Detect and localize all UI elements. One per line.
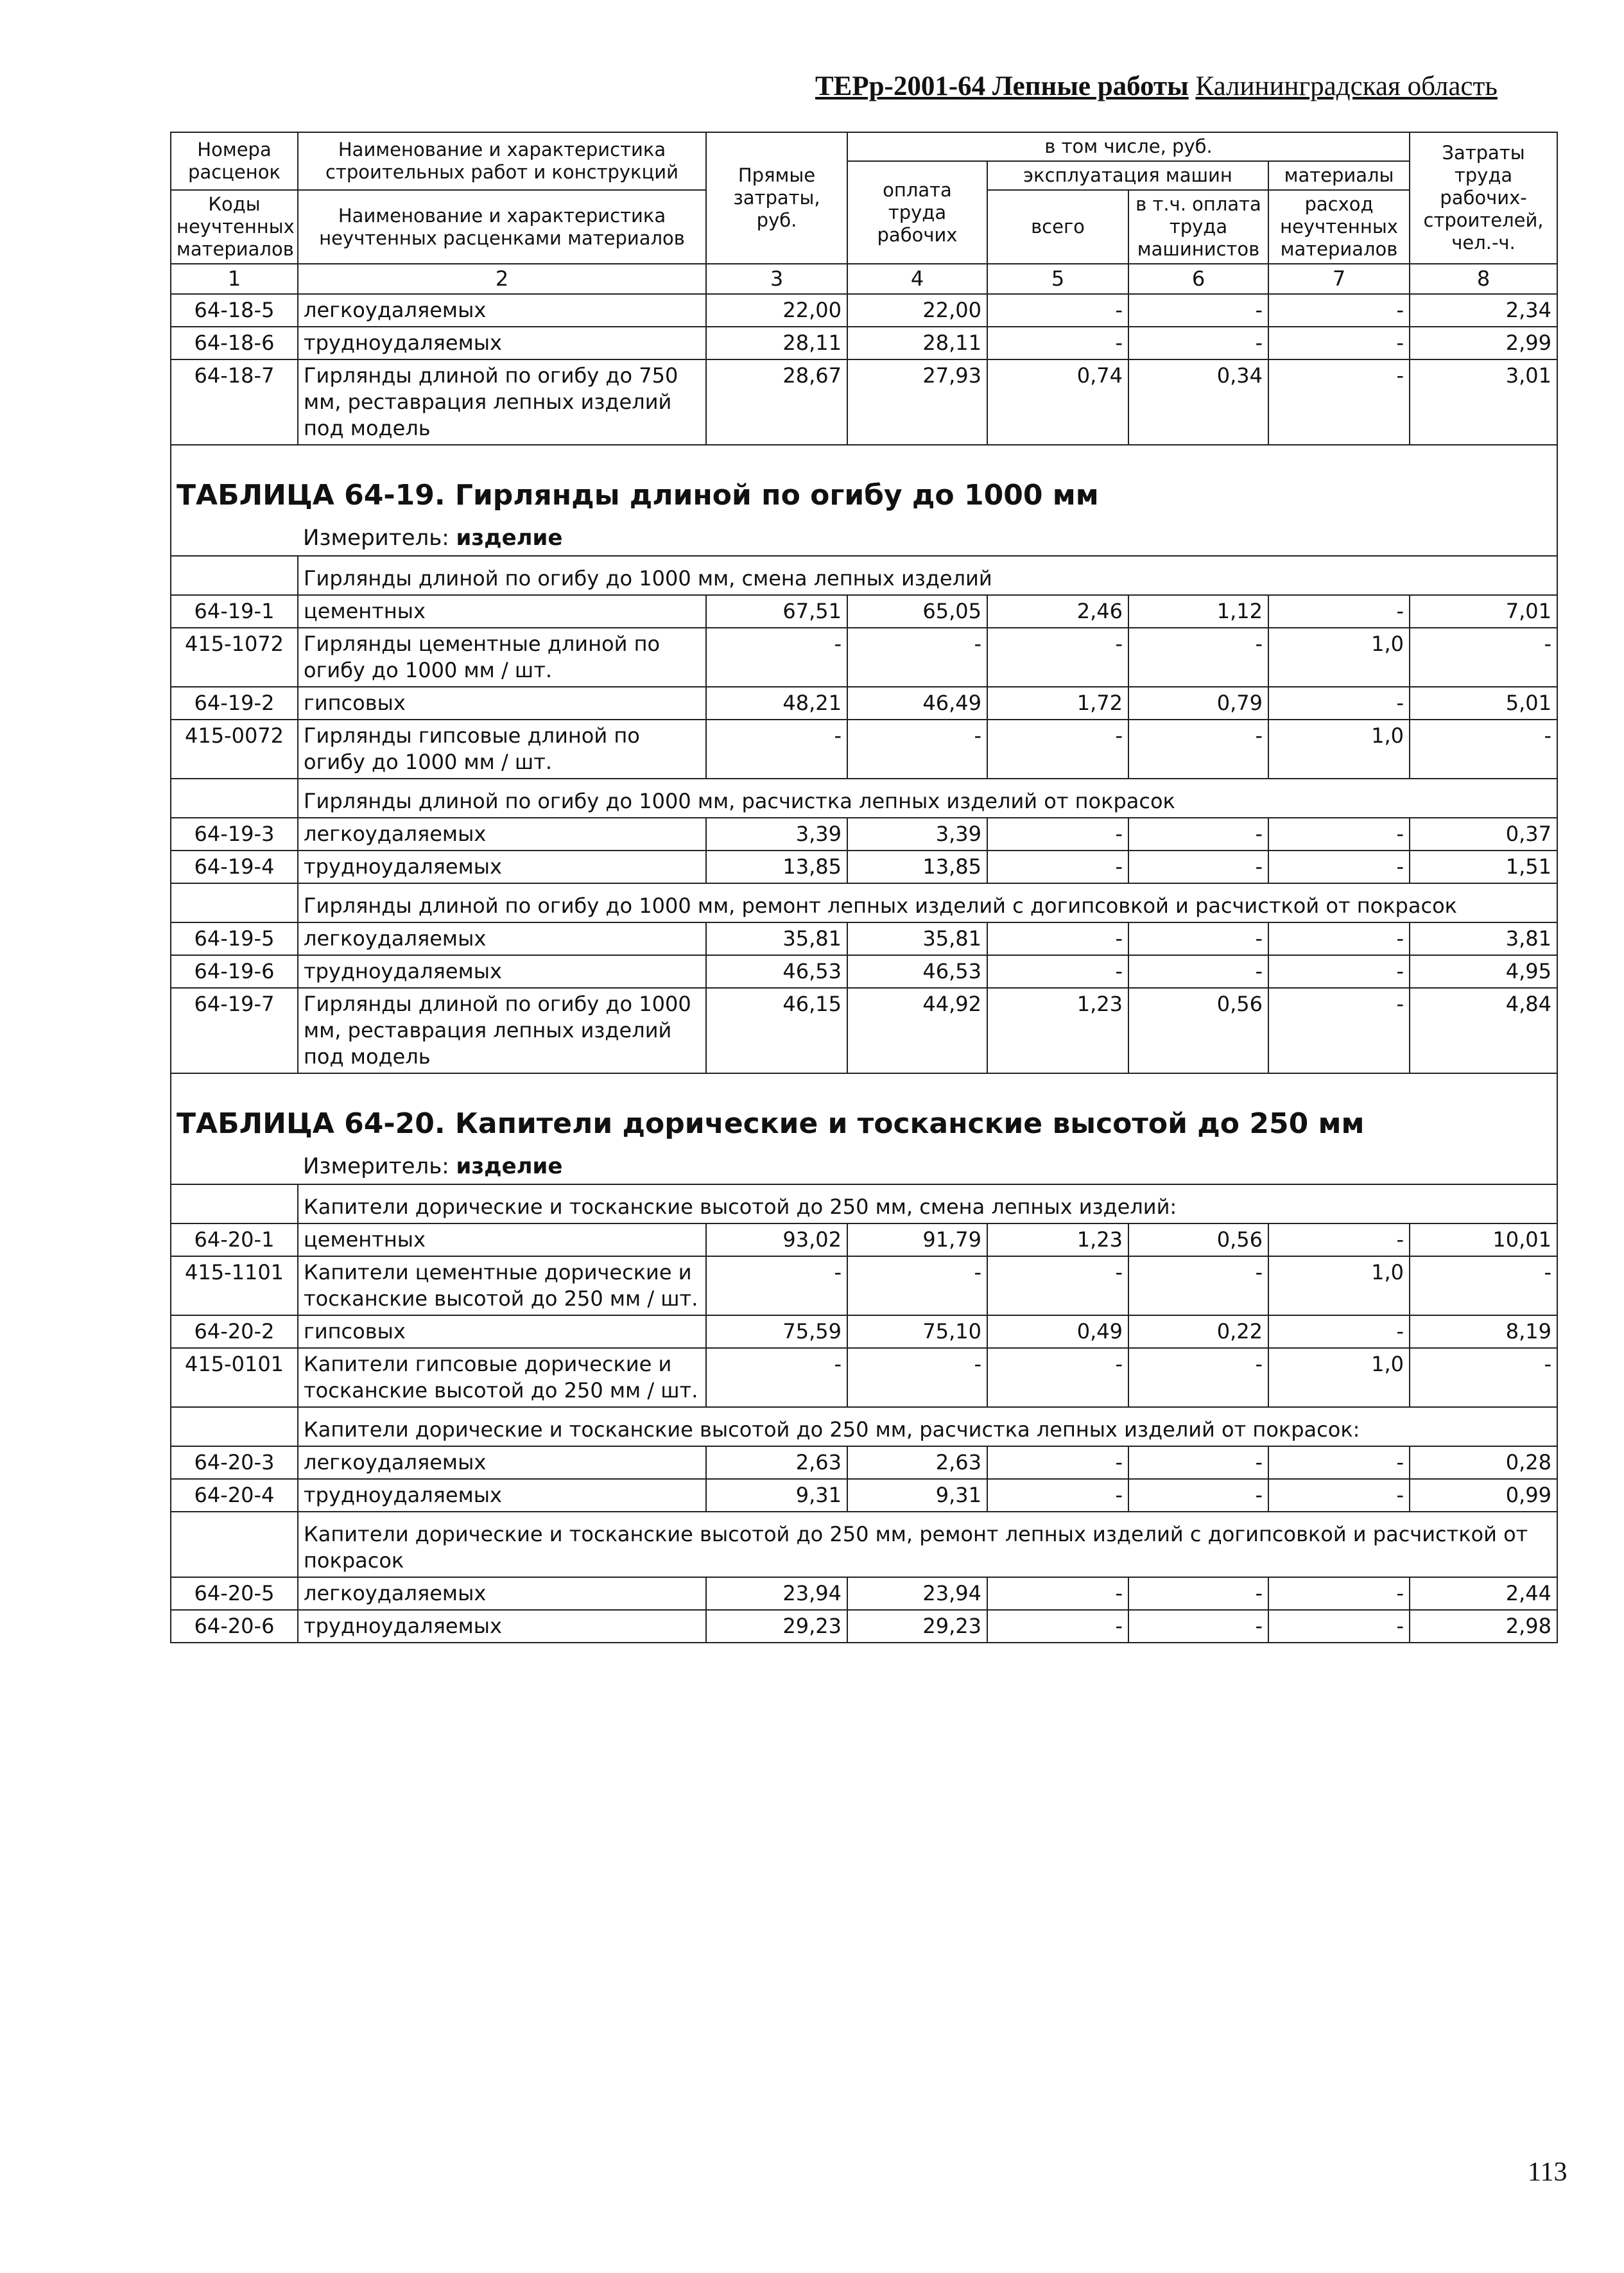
rates-sheet xyxy=(170,132,1557,1643)
col-header-material-names: Наименование и характеристика неучтенных расценками материалов xyxy=(298,190,706,264)
direct-costs-cell: - xyxy=(706,1348,847,1407)
empty-cell xyxy=(171,883,298,922)
labor-hours-cell: 2,34 xyxy=(1410,294,1557,327)
operator-pay-cell: 0,79 xyxy=(1128,687,1268,720)
work-name-cell: легкоудаляемых xyxy=(298,922,706,955)
operator-pay-cell: - xyxy=(1128,818,1268,851)
material-consumption-cell: 1,0 xyxy=(1268,628,1410,687)
group-heading: Капители дорические и тосканские высотой до 250 мм, расчистка лепных изделий от покрасок: xyxy=(298,1407,1557,1446)
direct-costs-cell: 46,15 xyxy=(706,988,847,1073)
labor-hours-cell: - xyxy=(1410,1348,1557,1407)
measure-value: изделие xyxy=(456,1154,563,1179)
rate-code-cell: 415-1101 xyxy=(171,1256,298,1315)
group-heading: Капители дорические и тосканские высотой до 250 мм, смена лепных изделий: xyxy=(298,1184,1557,1223)
machines-total-cell: - xyxy=(987,294,1128,327)
material-consumption-cell: - xyxy=(1268,359,1410,445)
col-header-machines: эксплуатация машин xyxy=(987,161,1268,190)
rate-code-cell: 64-19-5 xyxy=(171,922,298,955)
worker-pay-cell: - xyxy=(847,720,987,779)
worker-pay-cell: 28,11 xyxy=(847,327,987,359)
rows-64-20-group1 xyxy=(171,1223,1557,1407)
rate-code-cell: 64-20-6 xyxy=(171,1610,298,1643)
rows-64-19-group2 xyxy=(171,818,1557,883)
labor-hours-cell: - xyxy=(1410,720,1557,779)
measure-unit-64-20 xyxy=(171,1150,1557,1184)
machines-total-cell: - xyxy=(987,1577,1128,1610)
table-row xyxy=(171,1446,1557,1479)
table-header xyxy=(171,132,1557,294)
measure-label: Измеритель: xyxy=(303,1154,449,1179)
worker-pay-cell: 2,63 xyxy=(847,1446,987,1479)
page-number: 113 xyxy=(1528,2157,1568,2187)
col-header-material-codes: Коды неучтенных материалов xyxy=(171,190,298,264)
operator-pay-cell: - xyxy=(1128,1348,1268,1407)
work-name-cell: цементных xyxy=(298,1223,706,1256)
column-number: 4 xyxy=(847,264,987,294)
labor-hours-cell: - xyxy=(1410,628,1557,687)
rows-64-20-group3 xyxy=(171,1577,1557,1643)
rate-code-cell: 64-20-2 xyxy=(171,1315,298,1348)
worker-pay-cell: - xyxy=(847,628,987,687)
table-title-64-20: ТАБЛИЦА 64-20. Капители дорические и тосканские высотой до 250 мм xyxy=(171,1073,1557,1150)
empty-cell xyxy=(171,1407,298,1446)
column-number: 3 xyxy=(706,264,847,294)
material-consumption-cell: - xyxy=(1268,1577,1410,1610)
rows-64-19-group3 xyxy=(171,922,1557,1073)
column-number: 7 xyxy=(1268,264,1410,294)
machines-total-cell: - xyxy=(987,1479,1128,1512)
col-header-material-consumption: расход неучтенных материалов xyxy=(1268,190,1410,264)
labor-hours-cell: 0,99 xyxy=(1410,1479,1557,1512)
worker-pay-cell: 44,92 xyxy=(847,988,987,1073)
material-consumption-cell: - xyxy=(1268,955,1410,988)
table-row xyxy=(171,1577,1557,1610)
col-header-machines-total: всего xyxy=(987,190,1128,264)
page-header xyxy=(815,71,1553,109)
operator-pay-cell: - xyxy=(1128,327,1268,359)
work-name-cell: легкоудаляемых xyxy=(298,1446,706,1479)
table-row xyxy=(171,294,1557,327)
work-name-cell: трудноудаляемых xyxy=(298,1479,706,1512)
operator-pay-cell: 0,56 xyxy=(1128,1223,1268,1256)
machines-total-cell: 1,23 xyxy=(987,988,1128,1073)
labor-hours-cell: 0,37 xyxy=(1410,818,1557,851)
machines-total-cell: - xyxy=(987,1348,1128,1407)
worker-pay-cell: 65,05 xyxy=(847,595,987,628)
labor-hours-cell: 5,01 xyxy=(1410,687,1557,720)
empty-cell xyxy=(171,556,298,595)
labor-hours-cell: 10,01 xyxy=(1410,1223,1557,1256)
rates-table xyxy=(170,132,1558,1643)
direct-costs-cell: 28,67 xyxy=(706,359,847,445)
table-row xyxy=(171,327,1557,359)
material-consumption-cell: - xyxy=(1268,1223,1410,1256)
direct-costs-cell: 29,23 xyxy=(706,1610,847,1643)
work-name-cell: трудноудаляемых xyxy=(298,851,706,883)
direct-costs-cell: 46,53 xyxy=(706,955,847,988)
machines-total-cell: - xyxy=(987,1256,1128,1315)
material-consumption-cell: - xyxy=(1268,294,1410,327)
direct-costs-cell: 48,21 xyxy=(706,687,847,720)
rate-code-cell: 64-20-1 xyxy=(171,1223,298,1256)
worker-pay-cell: 23,94 xyxy=(847,1577,987,1610)
labor-hours-cell: - xyxy=(1410,1256,1557,1315)
rate-code-cell: 415-1072 xyxy=(171,628,298,687)
rate-code-cell: 64-20-5 xyxy=(171,1577,298,1610)
rate-code-cell: 64-18-7 xyxy=(171,359,298,445)
rate-code-cell: 64-19-4 xyxy=(171,851,298,883)
material-consumption-cell: - xyxy=(1268,1315,1410,1348)
machines-total-cell: - xyxy=(987,327,1128,359)
measure-unit-64-19 xyxy=(171,521,1557,556)
rate-code-cell: 64-19-2 xyxy=(171,687,298,720)
worker-pay-cell: - xyxy=(847,1256,987,1315)
col-header-worker-pay: оплата труда рабочих xyxy=(847,161,987,264)
direct-costs-cell: 3,39 xyxy=(706,818,847,851)
table-row xyxy=(171,818,1557,851)
table-row xyxy=(171,1256,1557,1315)
group-heading: Капители дорические и тосканские высотой до 250 мм, ремонт лепных изделий с догипсовкой и расчисткой от покрасок xyxy=(298,1512,1557,1577)
group-heading: Гирлянды длиной по огибу до 1000 мм, расчистка лепных изделий от покрасок xyxy=(298,779,1557,818)
rate-code-cell: 64-19-6 xyxy=(171,955,298,988)
table-title-64-19: ТАБЛИЦА 64-19. Гирлянды длиной по огибу до 1000 мм xyxy=(171,445,1557,521)
col-header-operator-pay: в т.ч. оплата труда машинистов xyxy=(1128,190,1268,264)
operator-pay-cell: - xyxy=(1128,1610,1268,1643)
operator-pay-cell: 0,56 xyxy=(1128,988,1268,1073)
operator-pay-cell: - xyxy=(1128,1256,1268,1315)
work-name-cell: трудноудаляемых xyxy=(298,955,706,988)
measure-label: Измеритель: xyxy=(303,525,449,551)
table-row xyxy=(171,1610,1557,1643)
work-name-cell: гипсовых xyxy=(298,687,706,720)
table-row xyxy=(171,1315,1557,1348)
operator-pay-cell: - xyxy=(1128,1577,1268,1610)
column-number: 1 xyxy=(171,264,298,294)
document-code-title: ТЕРр-2001-64 Лепные работы xyxy=(815,71,1189,101)
labor-hours-cell: 3,01 xyxy=(1410,359,1557,445)
machines-total-cell: - xyxy=(987,922,1128,955)
operator-pay-cell: - xyxy=(1128,720,1268,779)
rate-code-cell: 64-20-3 xyxy=(171,1446,298,1479)
work-name-cell: легкоудаляемых xyxy=(298,294,706,327)
material-consumption-cell: - xyxy=(1268,1610,1410,1643)
work-name-cell: гипсовых xyxy=(298,1315,706,1348)
material-consumption-cell: - xyxy=(1268,1479,1410,1512)
machines-total-cell: - xyxy=(987,628,1128,687)
rate-code-cell: 64-18-6 xyxy=(171,327,298,359)
worker-pay-cell: 13,85 xyxy=(847,851,987,883)
table-row xyxy=(171,1348,1557,1407)
section-64-19 xyxy=(171,445,1557,595)
table-row xyxy=(171,687,1557,720)
rate-code-cell: 64-19-3 xyxy=(171,818,298,851)
direct-costs-cell: - xyxy=(706,1256,847,1315)
table-row xyxy=(171,595,1557,628)
labor-hours-cell: 0,28 xyxy=(1410,1446,1557,1479)
machines-total-cell: - xyxy=(987,1446,1128,1479)
worker-pay-cell: 46,49 xyxy=(847,687,987,720)
material-consumption-cell: 1,0 xyxy=(1268,720,1410,779)
column-number: 2 xyxy=(298,264,706,294)
work-name-cell: Гирлянды длиной по огибу до 750 мм, реставрация лепных изделий под модель xyxy=(298,359,706,445)
group-heading: Гирлянды длиной по огибу до 1000 мм, смена лепных изделий xyxy=(298,556,1557,595)
rate-code-cell: 64-19-7 xyxy=(171,988,298,1073)
machines-total-cell: - xyxy=(987,818,1128,851)
work-name-cell: трудноудаляемых xyxy=(298,327,706,359)
work-name-cell: Гирлянды гипсовые длиной по огибу до 1000 мм / шт. xyxy=(298,720,706,779)
operator-pay-cell: - xyxy=(1128,955,1268,988)
column-number: 8 xyxy=(1410,264,1557,294)
operator-pay-cell: - xyxy=(1128,1479,1268,1512)
direct-costs-cell: 67,51 xyxy=(706,595,847,628)
table-row xyxy=(171,922,1557,955)
machines-total-cell: 1,23 xyxy=(987,1223,1128,1256)
work-name-cell: Гирлянды длиной по огибу до 1000 мм, реставрация лепных изделий под модель xyxy=(298,988,706,1073)
material-consumption-cell: 1,0 xyxy=(1268,1256,1410,1315)
col-header-labor-hours: Затраты труда рабочих-строителей, чел.-ч. xyxy=(1410,132,1557,264)
col-header-rate-number: Номера расценок xyxy=(171,132,298,190)
direct-costs-cell: 2,63 xyxy=(706,1446,847,1479)
worker-pay-cell: 3,39 xyxy=(847,818,987,851)
work-name-cell: трудноудаляемых xyxy=(298,1610,706,1643)
rows-64-19-group1 xyxy=(171,595,1557,779)
worker-pay-cell: 29,23 xyxy=(847,1610,987,1643)
operator-pay-cell: - xyxy=(1128,1446,1268,1479)
worker-pay-cell: 27,93 xyxy=(847,359,987,445)
section-64-20 xyxy=(171,1073,1557,1223)
direct-costs-cell: 35,81 xyxy=(706,922,847,955)
operator-pay-cell: - xyxy=(1128,294,1268,327)
rows-64-20-group2 xyxy=(171,1446,1557,1512)
work-name-cell: Капители гипсовые дорические и тосканские высотой до 250 мм / шт. xyxy=(298,1348,706,1407)
rate-code-cell: 64-19-1 xyxy=(171,595,298,628)
rate-code-cell: 415-0072 xyxy=(171,720,298,779)
worker-pay-cell: 75,10 xyxy=(847,1315,987,1348)
machines-total-cell: 0,49 xyxy=(987,1315,1128,1348)
direct-costs-cell: 22,00 xyxy=(706,294,847,327)
machines-total-cell: - xyxy=(987,720,1128,779)
table-row xyxy=(171,720,1557,779)
operator-pay-cell: - xyxy=(1128,922,1268,955)
col-header-materials: материалы xyxy=(1268,161,1410,190)
worker-pay-cell: 46,53 xyxy=(847,955,987,988)
material-consumption-cell: - xyxy=(1268,1446,1410,1479)
machines-total-cell: 2,46 xyxy=(987,595,1128,628)
material-consumption-cell: - xyxy=(1268,595,1410,628)
work-name-cell: цементных xyxy=(298,595,706,628)
work-name-cell: легкоудаляемых xyxy=(298,1577,706,1610)
rows-table-64-18 xyxy=(171,294,1557,445)
rate-code-cell: 415-0101 xyxy=(171,1348,298,1407)
group-heading: Гирлянды длиной по огибу до 1000 мм, ремонт лепных изделий с догипсовкой и расчисткой от покрасок xyxy=(298,883,1557,922)
table-row xyxy=(171,628,1557,687)
table-row xyxy=(171,851,1557,883)
column-number: 5 xyxy=(987,264,1128,294)
machines-total-cell: - xyxy=(987,955,1128,988)
col-header-work-name: Наименование и характеристика строительных работ и конструкций xyxy=(298,132,706,190)
labor-hours-cell: 3,81 xyxy=(1410,922,1557,955)
measure-value: изделие xyxy=(456,525,563,551)
machines-total-cell: - xyxy=(987,1610,1128,1643)
empty-cell xyxy=(171,779,298,818)
operator-pay-cell: 0,34 xyxy=(1128,359,1268,445)
material-consumption-cell: - xyxy=(1268,851,1410,883)
material-consumption-cell: - xyxy=(1268,687,1410,720)
worker-pay-cell: 35,81 xyxy=(847,922,987,955)
machines-total-cell: - xyxy=(987,851,1128,883)
material-consumption-cell: - xyxy=(1268,988,1410,1073)
empty-cell xyxy=(171,1512,298,1577)
labor-hours-cell: 7,01 xyxy=(1410,595,1557,628)
document-region: Калининградская область xyxy=(1195,71,1498,101)
column-number: 6 xyxy=(1128,264,1268,294)
work-name-cell: Капители цементные дорические и тосканские высотой до 250 мм / шт. xyxy=(298,1256,706,1315)
worker-pay-cell: 91,79 xyxy=(847,1223,987,1256)
labor-hours-cell: 2,98 xyxy=(1410,1610,1557,1643)
direct-costs-cell: 13,85 xyxy=(706,851,847,883)
col-header-direct-costs: Прямые затраты, руб. xyxy=(706,132,847,264)
operator-pay-cell: - xyxy=(1128,628,1268,687)
labor-hours-cell: 8,19 xyxy=(1410,1315,1557,1348)
direct-costs-cell: 28,11 xyxy=(706,327,847,359)
table-row xyxy=(171,1223,1557,1256)
machines-total-cell: 1,72 xyxy=(987,687,1128,720)
worker-pay-cell: 22,00 xyxy=(847,294,987,327)
worker-pay-cell: - xyxy=(847,1348,987,1407)
direct-costs-cell: - xyxy=(706,720,847,779)
empty-cell xyxy=(171,1184,298,1223)
material-consumption-cell: - xyxy=(1268,327,1410,359)
direct-costs-cell: 93,02 xyxy=(706,1223,847,1256)
labor-hours-cell: 4,95 xyxy=(1410,955,1557,988)
labor-hours-cell: 2,44 xyxy=(1410,1577,1557,1610)
operator-pay-cell: 0,22 xyxy=(1128,1315,1268,1348)
col-header-including: в том числе, руб. xyxy=(847,132,1410,161)
work-name-cell: Гирлянды цементные длиной по огибу до 1000 мм / шт. xyxy=(298,628,706,687)
direct-costs-cell: - xyxy=(706,628,847,687)
worker-pay-cell: 9,31 xyxy=(847,1479,987,1512)
rate-code-cell: 64-20-4 xyxy=(171,1479,298,1512)
material-consumption-cell: - xyxy=(1268,922,1410,955)
table-row xyxy=(171,955,1557,988)
table-row xyxy=(171,359,1557,445)
direct-costs-cell: 23,94 xyxy=(706,1577,847,1610)
operator-pay-cell: 1,12 xyxy=(1128,595,1268,628)
machines-total-cell: 0,74 xyxy=(987,359,1128,445)
labor-hours-cell: 2,99 xyxy=(1410,327,1557,359)
direct-costs-cell: 9,31 xyxy=(706,1479,847,1512)
column-numbers-row xyxy=(171,264,1557,294)
labor-hours-cell: 4,84 xyxy=(1410,988,1557,1073)
material-consumption-cell: - xyxy=(1268,818,1410,851)
rate-code-cell: 64-18-5 xyxy=(171,294,298,327)
labor-hours-cell: 1,51 xyxy=(1410,851,1557,883)
work-name-cell: легкоудаляемых xyxy=(298,818,706,851)
table-row xyxy=(171,1479,1557,1512)
direct-costs-cell: 75,59 xyxy=(706,1315,847,1348)
operator-pay-cell: - xyxy=(1128,851,1268,883)
material-consumption-cell: 1,0 xyxy=(1268,1348,1410,1407)
table-row xyxy=(171,988,1557,1073)
